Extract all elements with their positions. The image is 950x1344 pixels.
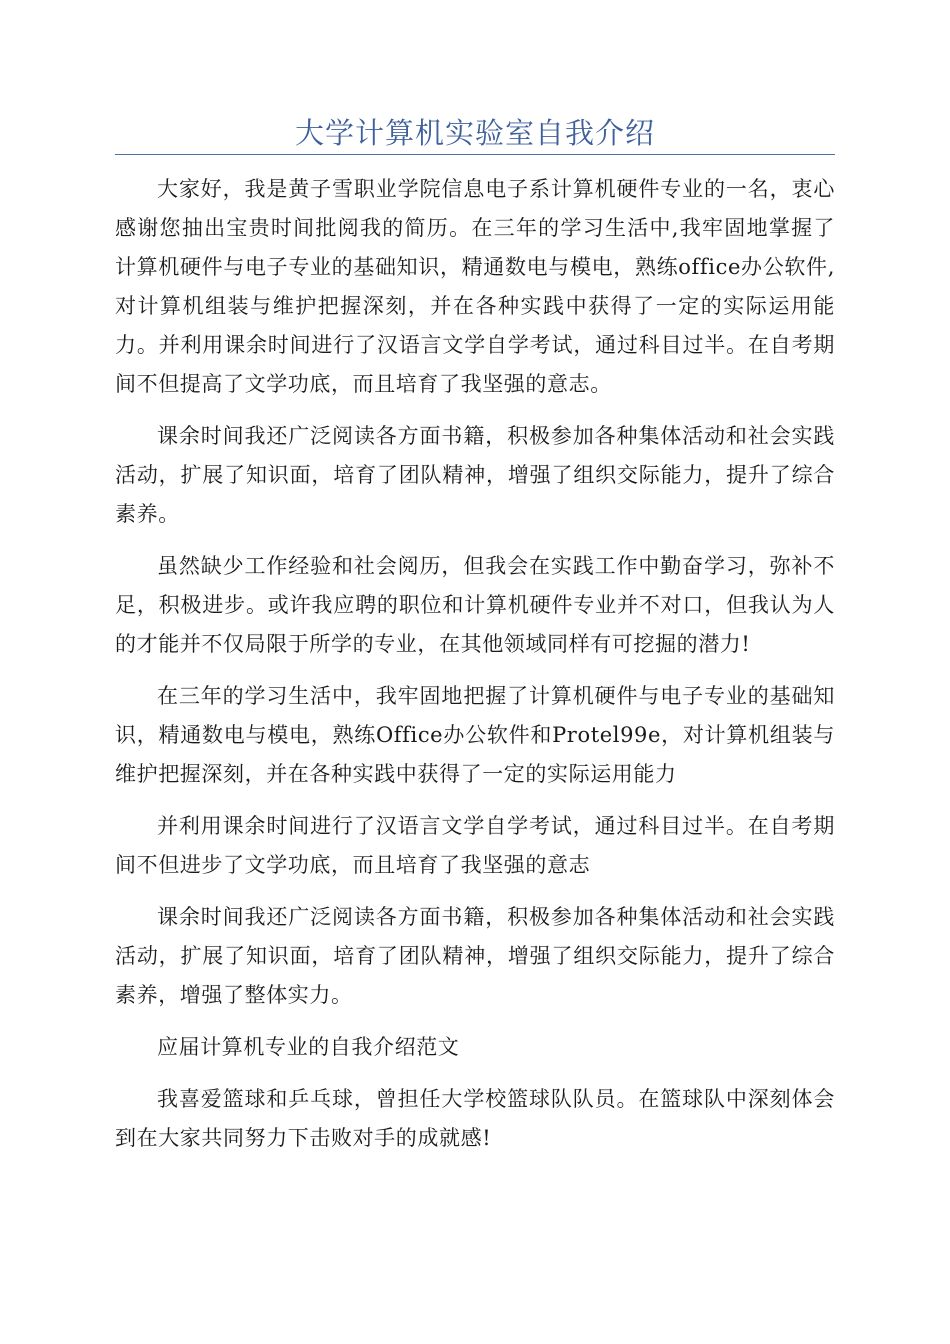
page-title: 大学计算机实验室自我介绍 [294,116,655,150]
paragraph-activities: 课余时间我还广泛阅读各方面书籍，积极参加各种集体活动和社会实践活动，扩展了知识面，培育了团队精神，增强了组织交际能力，提升了综合素养。 [115,424,835,526]
title-block [115,112,835,155]
paragraph-self-study: 并利用课余时间进行了汉语言文学自学考试，通过科目过半。在自考期间不但进步了文学功底，而且培育了我坚强的意志 [115,814,835,877]
paragraph-intro: 大家好，我是黄子雪职业学院信息电子系计算机硬件专业的一名，衷心感谢您抽出宝贵时间批阅我的简历。在三年的学习生活中,我牢固地掌握了计算机硬件与电子专业的基础知识，精通数电与模电，熟练office办公软件,对计算机组装与维护把握深刻，并在各种实践中获得了一定的实际运用能力。并利用课余时间进行了汉语言文学自学考试，通过科目过半。在自考期间不但提高了文学功底，而且培育了我坚强的意志。 [115,177,835,396]
paragraph-experience: 虽然缺少工作经验和社会阅历，但我会在实践工作中勤奋学习，弥补不足，积极进步。或许我应聘的职位和计算机硬件专业并不对口，但我认为人的才能并不仅局限于所学的专业，在其他领域同样有可挖掘的潜力! [115,554,835,656]
document-body [115,170,835,1171]
paragraph-reading: 课余时间我还广泛阅读各方面书籍，积极参加各种集体活动和社会实践活动，扩展了知识面，培育了团队精神，增强了组织交际能力，提升了综合素养，增强了整体实力。 [115,905,835,1007]
paragraph-subheading: 应届计算机专业的自我介绍范文 [157,1035,460,1059]
title-underline [115,154,835,155]
paragraph-study: 在三年的学习生活中，我牢固地把握了计算机硬件与电子专业的基础知识，精通数电与模电，熟练Office办公软件和Protel99e，对计算机组装与维护把握深刻，并在各种实践中获得了一定的实际运用能力 [115,684,835,786]
paragraph-hobbies: 我喜爱篮球和乒乓球，曾担任大学校篮球队队员。在篮球队中深刻体会到在大家共同努力下击败对手的成就感! [115,1087,835,1150]
